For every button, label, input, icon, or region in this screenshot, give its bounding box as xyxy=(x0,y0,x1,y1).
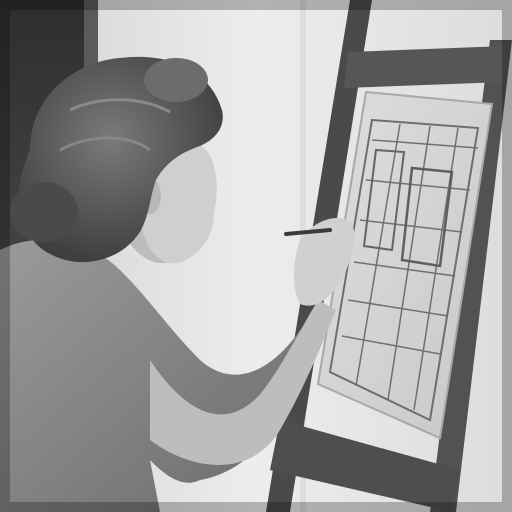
hair-curl xyxy=(144,58,208,102)
hair-bun xyxy=(10,182,78,242)
easel-top-bar xyxy=(344,46,506,88)
